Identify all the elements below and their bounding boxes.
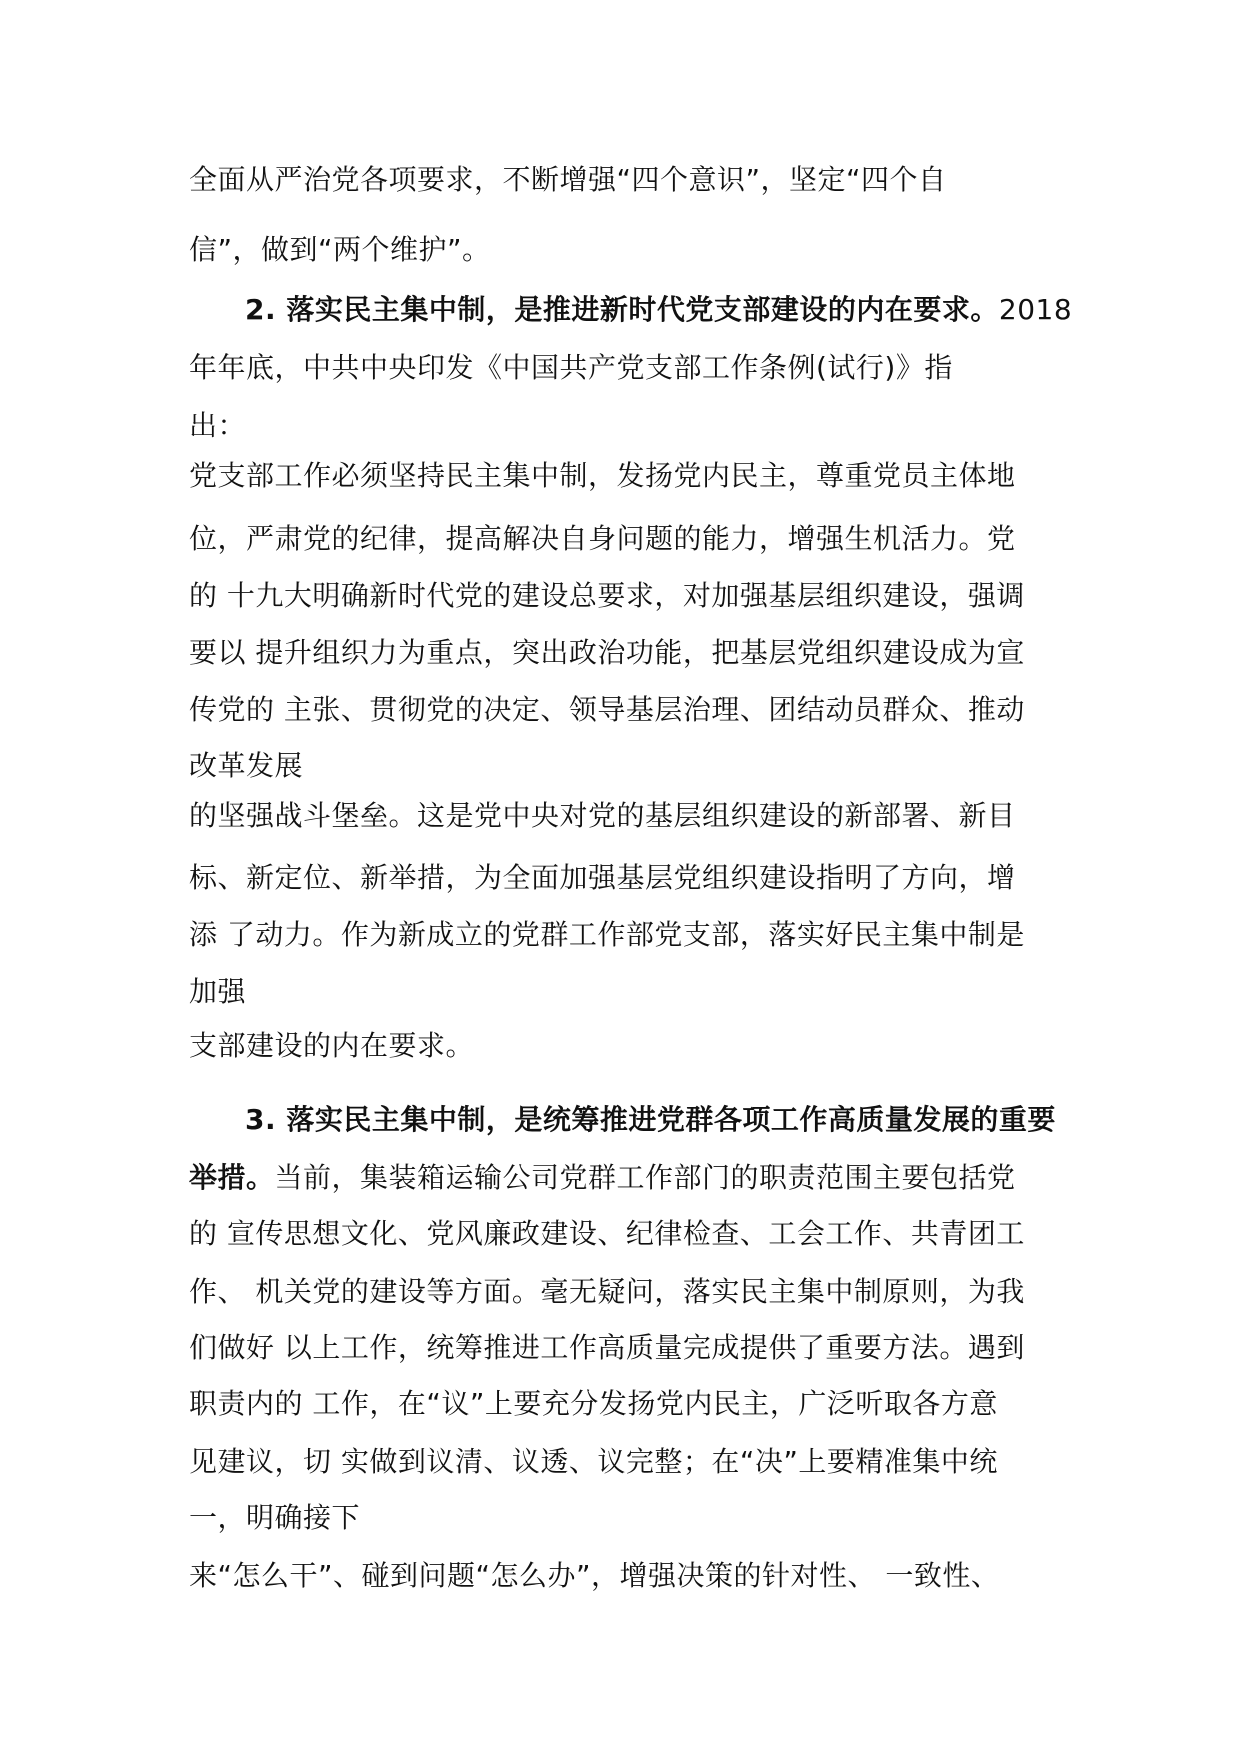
heading-3-bold: 3. 落实民主集中制，是统筹推进党群各项工作高质量发展的重要 [245, 1103, 1056, 1136]
body-text-line: 来“怎么干”、碰到问题“怎么办”，增强决策的针对性、 一致性、 [189, 1559, 1000, 1592]
body-text-line: 标、新定位、新举措，为全面加强基层党组织建设指明了方向，增 [189, 861, 1016, 894]
heading-3-rest: 当前，集装箱运输公司党群工作部门的职责范围主要包括党 [274, 1161, 1016, 1194]
body-text-line: 改革发展 [189, 749, 304, 782]
body-text-line: 要以 提升组织力为重点，突出政治功能，把基层党组织建设成为宣 [189, 636, 1025, 669]
body-text-line: 的 十九大明确新时代党的建设总要求，对加强基层组织建设，强调 [189, 579, 1025, 612]
body-text-line: 添 了动力。作为新成立的党群工作部党支部，落实好民主集中制是 [189, 918, 1025, 951]
heading-2-bold: 2. 落实民主集中制，是推进新时代党支部建设的内在要求。 [245, 293, 999, 326]
body-text-line: 全面从严治党各项要求，不断增强“四个意识”，坚定“四个自 [189, 163, 947, 196]
body-text-line: 党支部工作必须坚持民主集中制，发扬党内民主，尊重党员主体地 [189, 459, 1016, 492]
body-text-line: 加强 [189, 975, 247, 1008]
body-text-line: 信”，做到“两个维护”。 [189, 233, 491, 266]
body-text-line: 作、 机关党的建设等方面。毫无疑问，落实民主集中制原则，为我 [189, 1275, 1025, 1308]
body-text-line: 出： [189, 409, 247, 442]
body-text-line: 见建议，切 实做到议清、议透、议完整；在“决”上要精准集中统 [189, 1445, 998, 1478]
body-text-line: 的 宣传思想文化、党风廉政建设、纪律检查、工会工作、共青团工 [189, 1217, 1025, 1250]
heading-2-year: 2018 [998, 293, 1073, 326]
body-text-line: 职责内的 工作，在“议”上要充分发扬党内民主，广泛听取各方意 [189, 1387, 998, 1420]
section-heading-3-continued [189, 1160, 1016, 1196]
body-text-line: 们做好 以上工作，统筹推进工作高质量完成提供了重要方法。遇到 [189, 1331, 1025, 1364]
body-text-line: 年年底，中共中央印发《中国共产党支部工作条例(试行)》指 [189, 351, 953, 384]
body-text-line: 传党的 主张、贯彻党的决定、领导基层治理、团结动员群众、推动 [189, 693, 1025, 726]
section-heading-3 [245, 1102, 1056, 1138]
body-text-line: 的坚强战斗堡垒。这是党中央对党的基层组织建设的新部署、新目 [189, 799, 1016, 832]
body-text-line: 支部建设的内在要求。 [189, 1029, 475, 1062]
heading-3-bold-end: 举措。 [189, 1161, 275, 1194]
section-heading-2 [245, 292, 1072, 328]
body-text-line: 位，严肃党的纪律，提高解决自身问题的能力，增强生机活力。党 [189, 522, 1016, 555]
body-text-line: 一，明确接下 [189, 1501, 361, 1534]
